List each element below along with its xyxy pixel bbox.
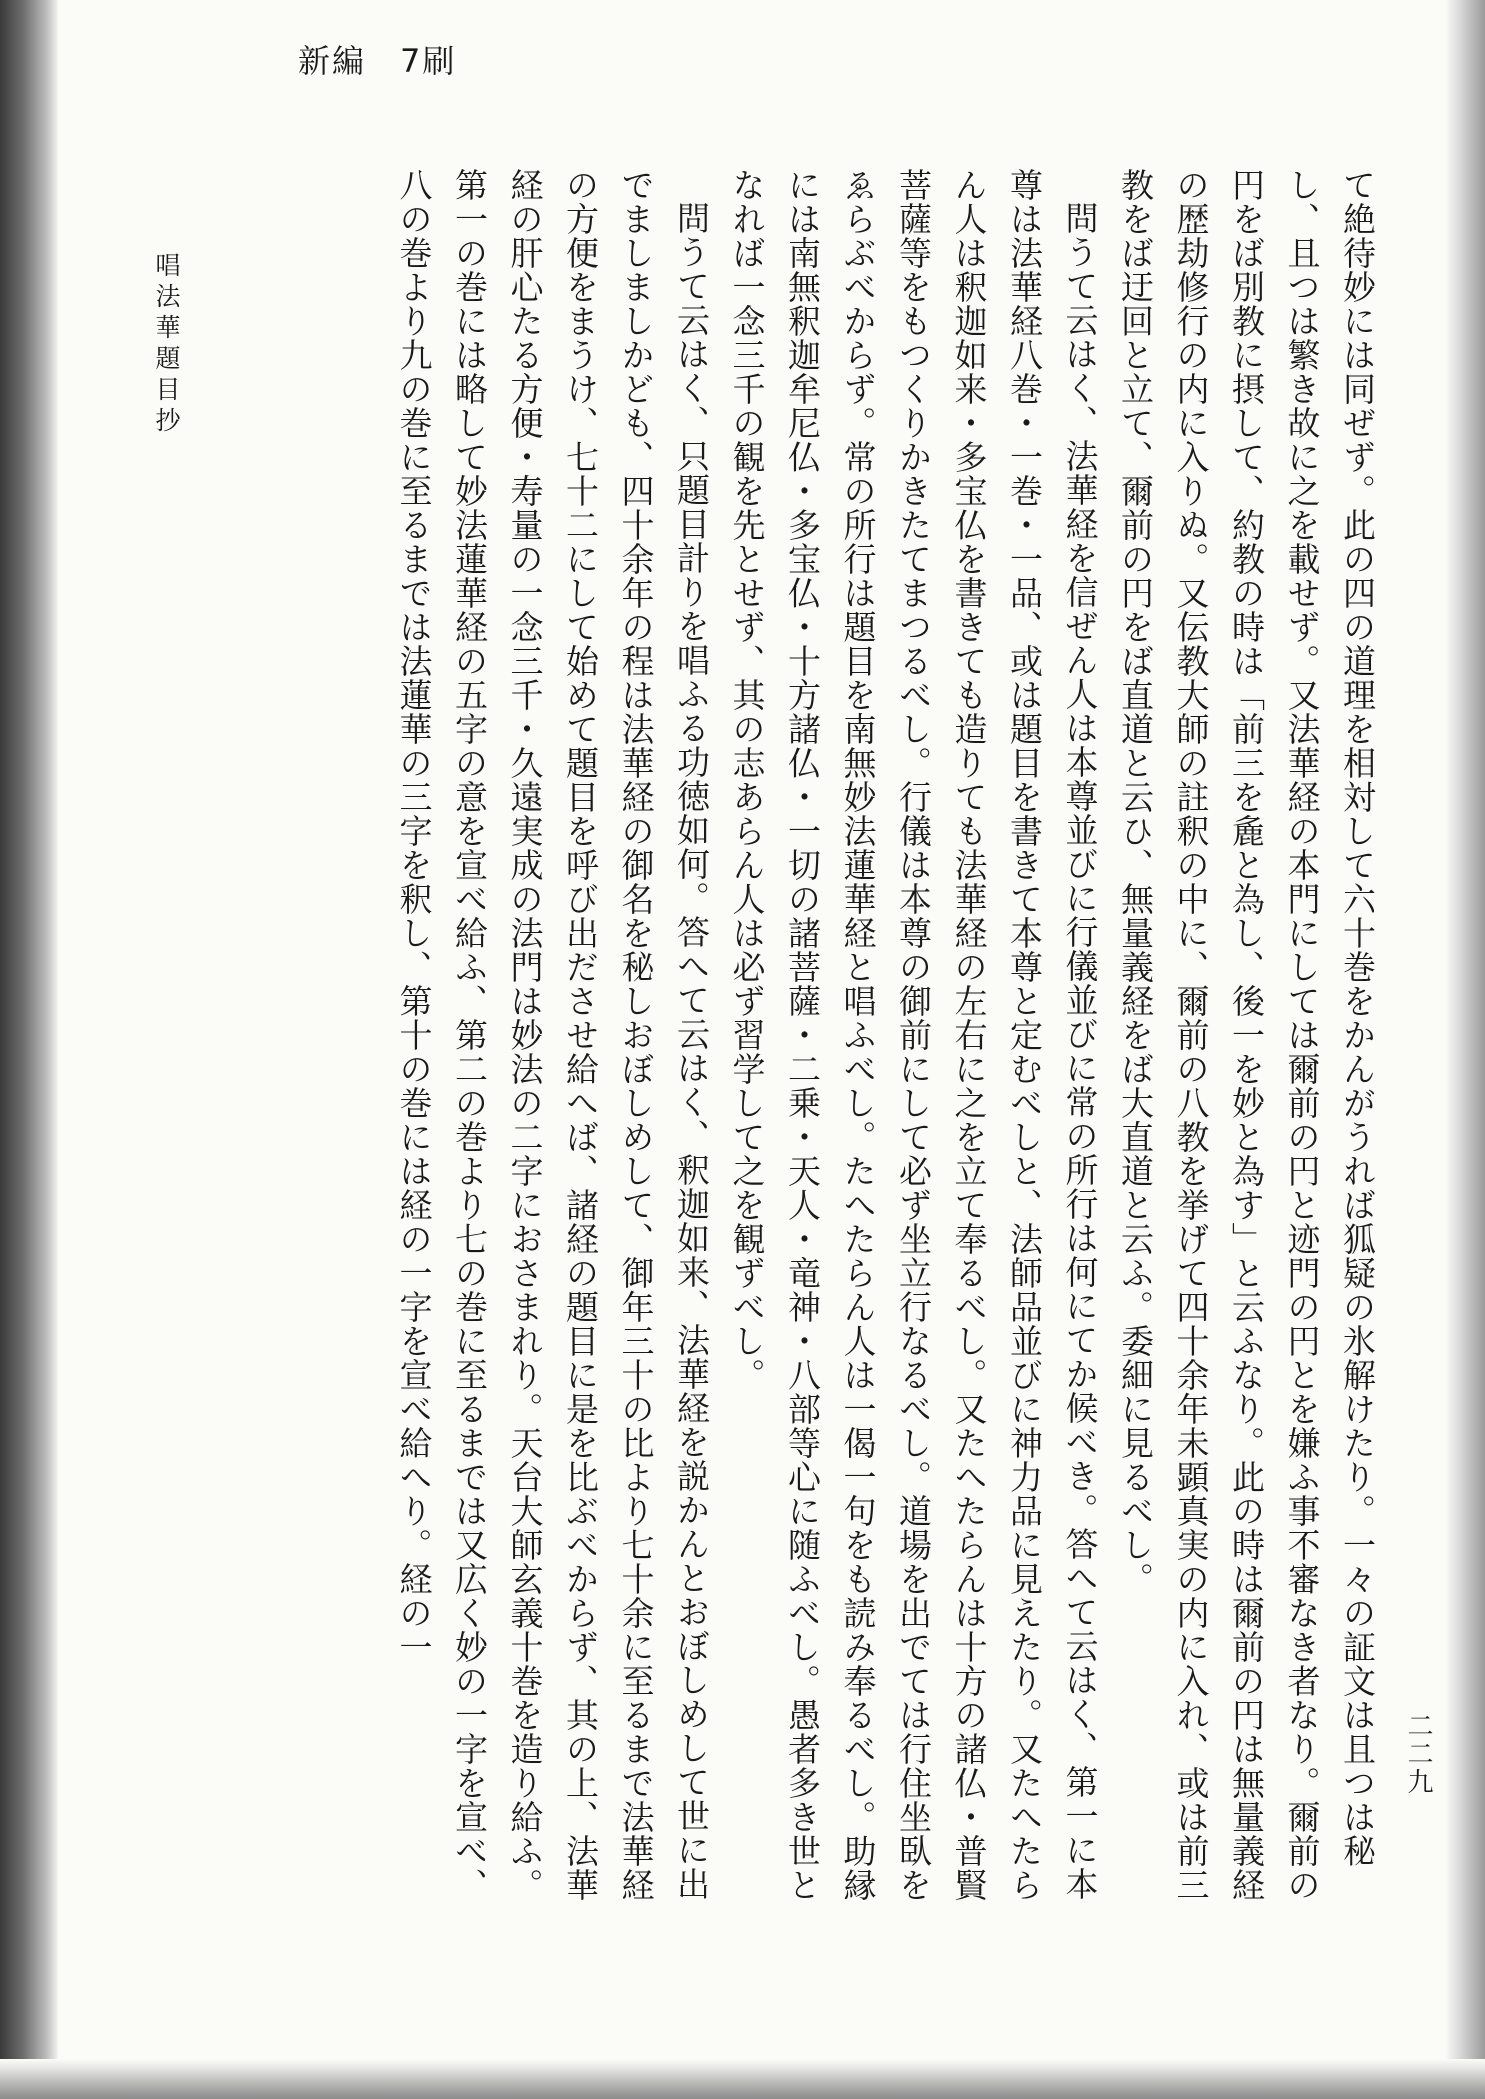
body-text (235, 168, 1385, 1920)
scan-shadow-bottom (0, 2059, 1485, 2099)
paragraph-1: て絶待妙には同ぜず。此の四の道理を相対して六十巻をかんがうれば狐疑の氷解けたり。一々の証文は且つは秘し、且つは繁き故に之を載せず。又法華経の本門にしては爾前の円と迹門の円とを嫌ふ事不審なき者なり。爾前の円をば別教に摂して、約教の時は「前三を麁と為し、後一を妙と為す」と云ふなり。此の時は爾前の円は無量義経の歴劫修行の内に入りぬ。又伝教大師の註釈の中に、爾前の八教を挙げて四十余年未顕真実の内に入れ、或は前三教をば迂回と立て、爾前の円をば直道と云ひ、無量義経をば大直道と云ふ。委細に見るべし。 (1116, 168, 1377, 1902)
edition-header: 新編 7刷 (298, 42, 457, 80)
paragraph-2: 問うて云はく、法華経を信ぜん人は本尊並びに行儀並びに常の所行は何にてか候べき。答へて云はく、第一に本尊は法華経八巻・一巻・一品、或は題目を書きて本尊と定むべしと、法師品並びに神力品に見えたり。又たへたらん人は釈迦如来・多宝仏を書きても造りても法華経の左右に之を立て奉るべし。又たへたらんは十方の諸仏・普賢菩薩等をもつくりかきたてまつるべし。行儀は本尊の御前にして必ず坐立行なるべし。道場を出でては行住坐臥をゑらぶべからず。常の所行は題目を南無妙法蓮華経と唱ふべし。たへたらん人は一偈一句をも読み奉るべし。助縁には南無釈迦牟尼仏・多宝仏・十方諸仏・一切の諸菩薩・二乗・天人・竜神・八部等心に随ふべし。愚者多き世となれば一念三千の観を先とせず、其の志あらん人は必ず習学して之を観ずべし。 (727, 168, 1100, 1902)
page-number: 二二九 (1403, 1712, 1433, 1796)
paragraph-3: 問うて云はく、只題目計りを唱ふる功徳如何。答へて云はく、釈迦如来、法華経を説かんとおぼしめして世に出でましましかども、四十余年の程は法華経の御名を秘しおぼしめして、御年三十の比より七十余に至るまで法華経の方便をまうけ、七十二にして始めて題目を呼び出ださせ給へば、諸経の題目に是を比ぶべからず、其の上、法華経の肝心たる方便・寿量の一念三千・久遠実成の法門は妙法の二字におさまれり。天台大師玄義十巻を造り給ふ。第一の巻には略して妙法蓮華経の五字の意を宣べ給ふ、第二の巻より七の巻に至るまでは又広く妙の一字を宣べ、八の巻より九の巻に至るまでは法蓮華の三字を釈し、第十の巻には経の一字を宣べ給へり。経の一 (394, 168, 711, 1902)
running-title: 唱法華題目抄 (152, 252, 181, 438)
scan-binding-shadow-left (0, 0, 58, 2099)
scan-shadow-right (1445, 0, 1485, 2099)
